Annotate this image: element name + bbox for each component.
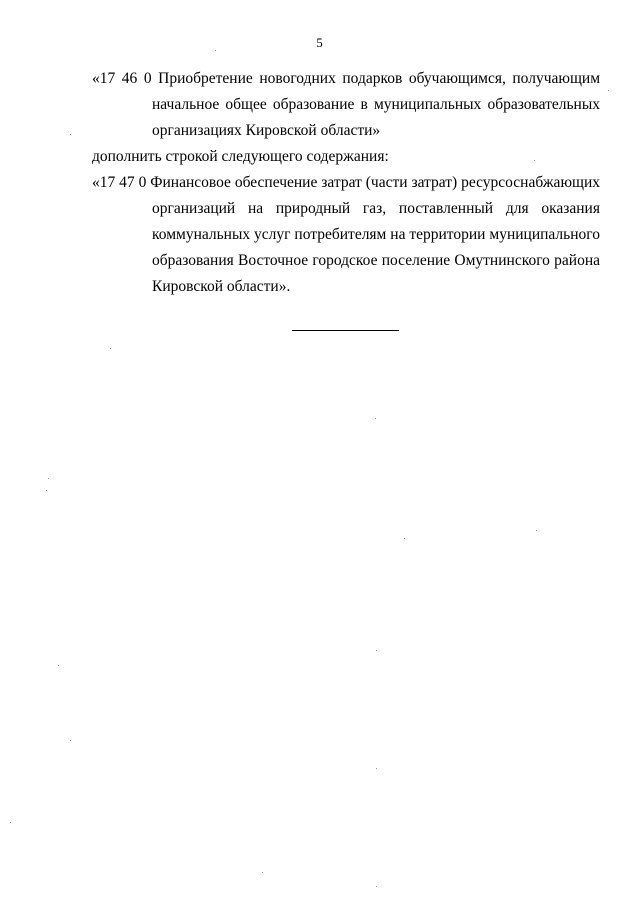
- scan-speck: [110, 348, 111, 349]
- scan-speck: [376, 650, 377, 651]
- entry-17470-line-4: образования Восточное городское поселение Омутнинского района: [152, 252, 600, 269]
- entry-17460-line-1: «17 46 0 Приобретение новогодних подарков обучающимся, получающим: [92, 70, 600, 87]
- scan-speck: [215, 50, 216, 51]
- entry-17470-line-1: «17 47 0 Финансовое обеспечение затрат (части затрат) ресурсоснабжающих: [92, 174, 600, 191]
- entry-17470-line-2: организаций на природный газ, поставленный для оказания: [152, 200, 600, 217]
- scan-speck: [10, 822, 11, 823]
- entry-17470-line-5: Кировской области».: [152, 278, 291, 295]
- scan-speck: [262, 872, 263, 873]
- scan-speck: [534, 160, 535, 161]
- scan-speck: [376, 886, 377, 887]
- scan-speck: [48, 478, 49, 479]
- entry-17470-line-3: коммунальных услуг потребителям на территории муниципального: [152, 226, 600, 243]
- scan-speck: [375, 418, 376, 419]
- scan-speck: [70, 740, 71, 741]
- budget-code-entry-17470: [92, 170, 600, 300]
- scan-speck: [70, 134, 71, 135]
- scan-speck: [376, 768, 377, 769]
- separator-line: [292, 330, 399, 331]
- budget-code-entry-17460: [92, 66, 600, 144]
- entry-17460-line-3: организациях Кировской области»: [152, 122, 381, 139]
- page-number: 5: [316, 35, 323, 50]
- entry-17460-line-2: начальное общее образование в муниципальных образовательных: [152, 96, 600, 113]
- scan-speck: [46, 490, 47, 491]
- scan-speck: [608, 90, 609, 91]
- scan-speck: [404, 538, 405, 539]
- scan-speck: [536, 530, 537, 531]
- scan-speck: [58, 665, 59, 666]
- instruction-text: дополнить строкой следующего содержания:: [92, 148, 389, 165]
